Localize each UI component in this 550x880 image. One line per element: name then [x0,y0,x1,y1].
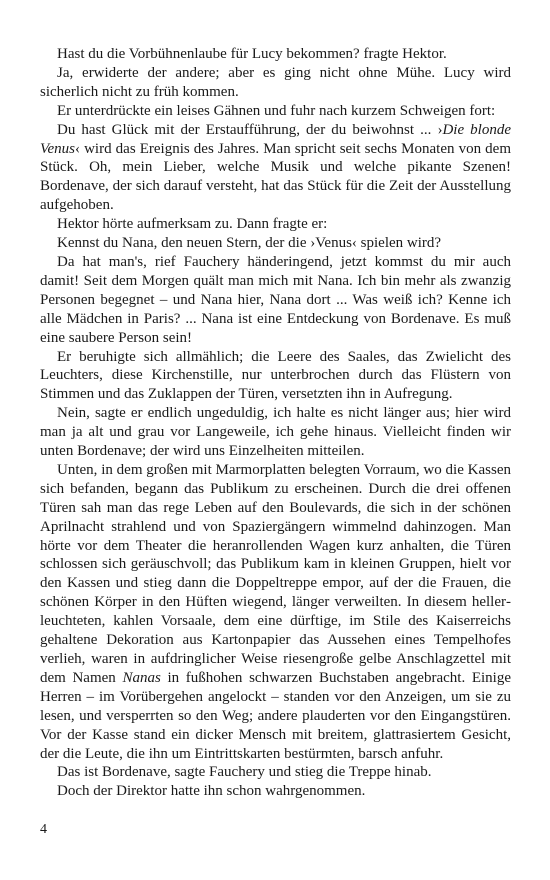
paragraph: Hektor hörte aufmerksam zu. Dann fragte er: [57,216,328,233]
page-number: 4 [40,822,47,837]
paragraph: Hast du die Vorbühnenlaube für Lucy bekommen? fragte Hektor. [57,46,447,62]
paragraph: Ja, erwiderte der andere; aber es ging nicht ohne Mühe. Lucy wird sicherlich nicht zu früh kommen. [40,64,511,100]
paragraph: Da hat man's, rief Fauchery händeringend, jetzt kommst du mir auch damit! Seit dem Morgen quält man mich mit Nana. Ich bin mehr als zwanzig Personen begegnet – und Nana hier, Nana dort ... Was weiß ich? Kenne ich alle Mädchen in Paris? ... Nana ist eine Entdeckung von Bordenave. Es muß eine saubere Person sein! [40,253,511,346]
paragraph-text: Du hast Glück mit der Erstaufführung, der du beiwohnst ... › [57,121,443,138]
paragraph: Er beruhigte sich allmählich; die Leere des Saales, das Zwielicht des Leuchters, diese Kirchenstille, nur unterbrochen durch das Flüstern von Stimmen und das Zuklappen der Türen, versetzten ihn in Aufregung. [40,348,511,403]
paragraph: Kennst du Nana, den neuen Stern, der die ›Venus‹ spielen wird? [57,235,442,252]
paragraph-text: ‹ wird das Ereignis des Jahres. Man spricht seit sechs Monaten von dem Stück. Oh, mein Lieber, welche Musik und welche pikante Szenen! Bordenave, der sich darauf versteht, hat das Stück für die Zeit der Ausstellung aufgehoben. [40,140,511,214]
paragraph-text: in fußhohen schwarzen Buchstaben angebracht. Einige Herren – im Vorübergehen angelockt – standen vor den Anzeigen, um sie zu lesen, und versperrten so den Weg; andere plauderten vor den Eingangstüren. Vor der Kasse stand ein dicker Mensch mit breitem, glattrasiertem Gesicht, der die Leute, die ihn um Eintrittskarten bestürmten, barsch anfuhr. [40,669,511,762]
paragraph [40,461,511,764]
paragraph: Nein, sagte er endlich ungeduldig, ich halte es nicht länger aus; hier wird man ja alt und grau vor Langeweile, ich gehe hinaus. Vielleicht finden wir unten Bordenave; der wird uns Einzelheiten mitteilen. [40,405,511,460]
paragraph-text: Unten, in dem großen mit Marmorplatten belegten Vorraum, wo die Kassen sich befanden, begann das Publikum zu erscheinen. Durch die drei offenen Türen sah man das rege Leben auf den Boulevards, die sich in der schönen Aprilnacht strahlend und von Spaziergängern wimmelnd dahinzogen. Man hörte vor dem Theater die heranrollenden Wagen kurz anhalten, die Türen schlossen sich geräuschvoll; das Publikum kam in kleinen Gruppen, hielt vor den Kassen und stieg dann die Doppeltreppe empor, auf der die Frauen, die schönen Körper in den Hüften wiegend, länger verweilten. In diesem hellerleuchteten, kahlen Vorsaale, dem eine dürftige, im Stile des Kaiserreichs gehaltene Dekoration aus Kartonpapier das Aussehen eines Tempelhofes verlieh, waren in aufdringlicher Weise riesengroße gelbe Anschlagzettel mit dem Namen [40,461,511,686]
paragraph: Er unterdrückte ein leises Gähnen und fuhr nach kurzem Schweigen fort: [57,102,496,119]
paragraph: Das ist Bordenave, sagte Fauchery und stieg die Treppe hinab. [57,764,432,781]
book-page-text [40,45,511,801]
emphasized-name: Nanas [122,669,161,686]
paragraph: Doch der Direktor hatte ihn schon wahrgenommen. [57,783,366,800]
play-title: Die blonde Venus [40,121,511,157]
paragraph [40,121,511,216]
